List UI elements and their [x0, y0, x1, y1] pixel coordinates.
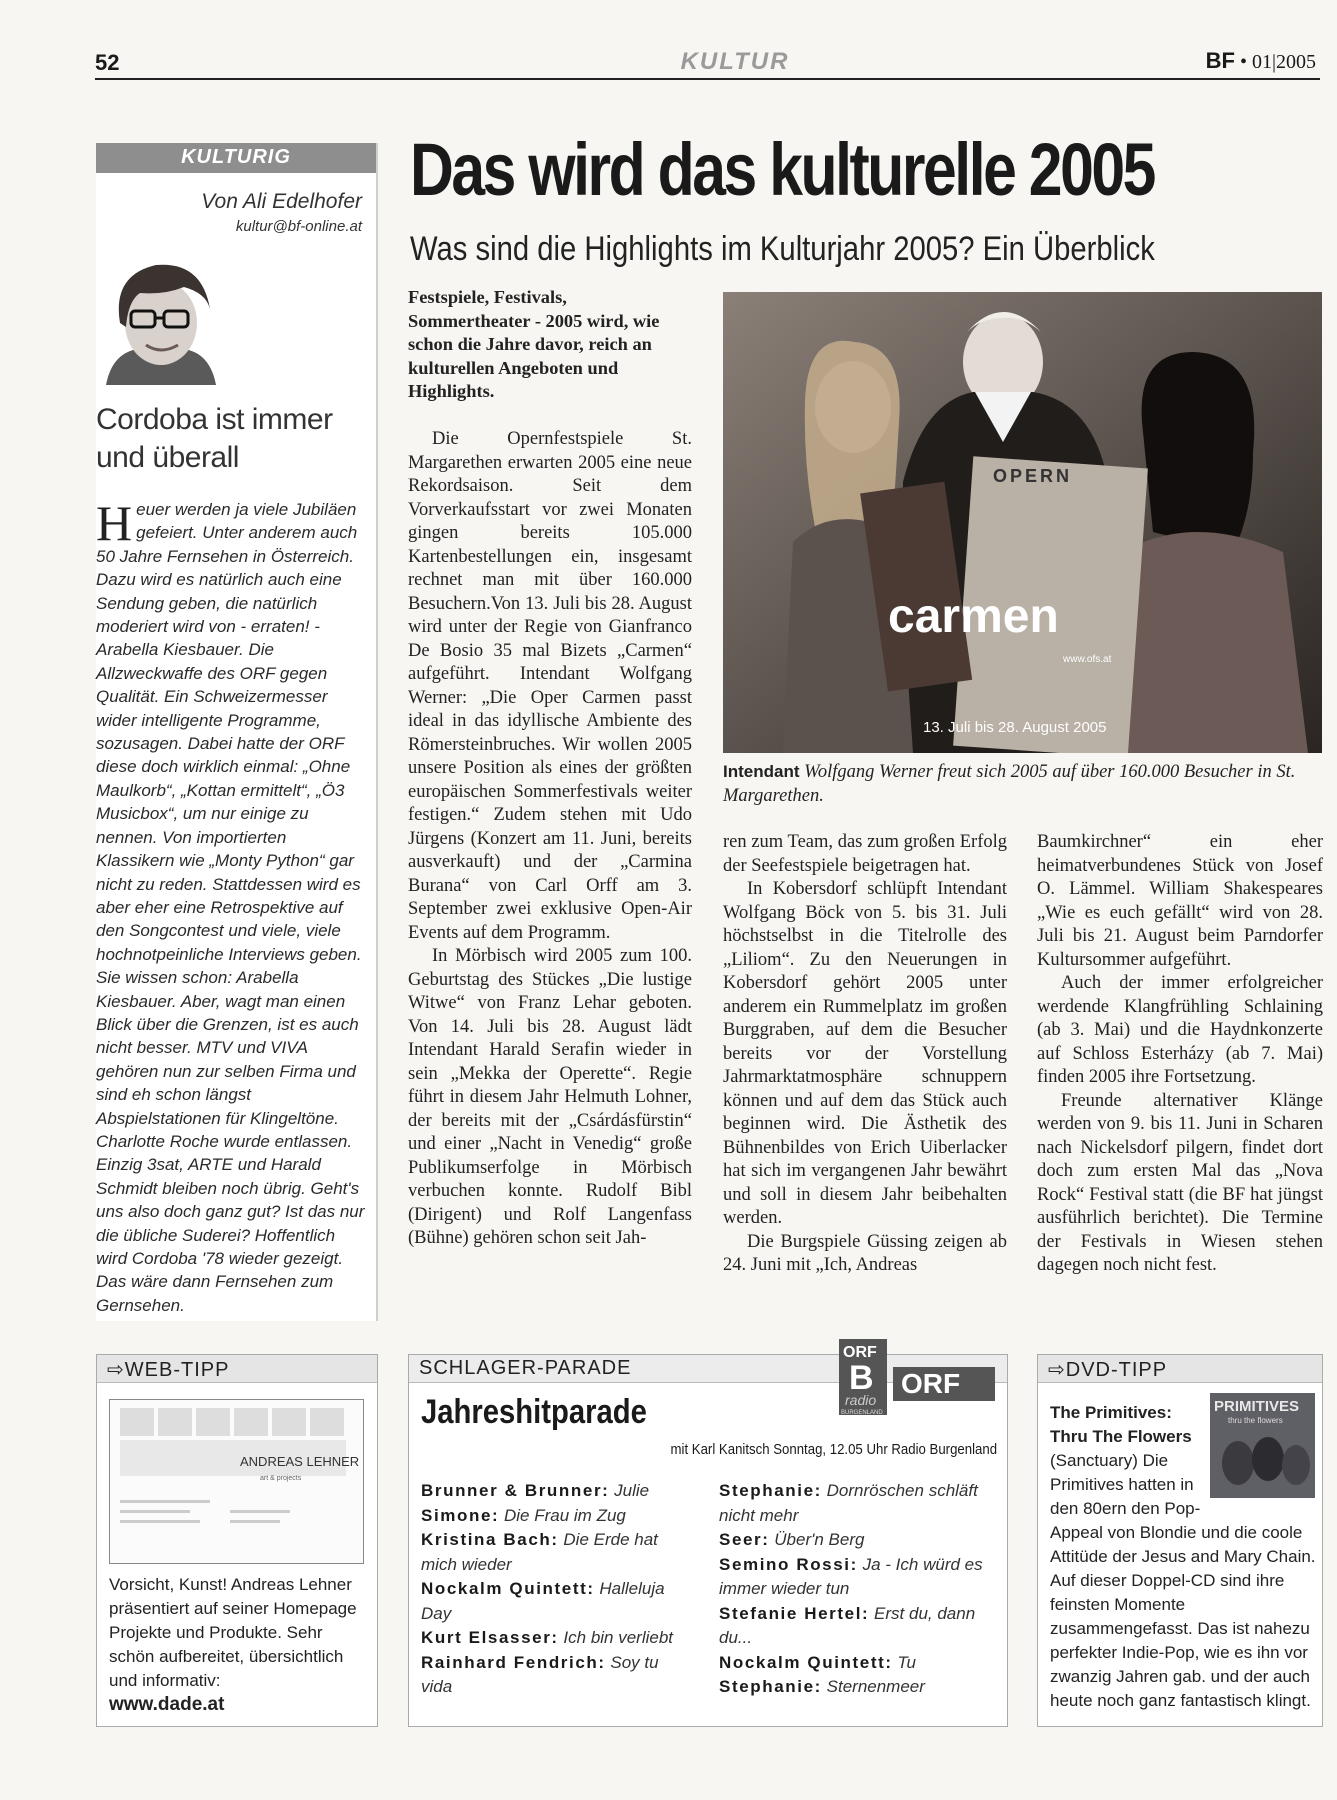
issue-number: 01|2005: [1251, 51, 1316, 73]
article-column-1: [408, 428, 692, 1251]
article-photo: [723, 292, 1322, 753]
orf-logo-b: B: [849, 1359, 874, 1397]
list-item: Semino Rossi: Ja - Ich würd es immer wieder tun: [719, 1554, 983, 1598]
list-item: Kristina Bach: Die Erde hat mich wieder: [421, 1530, 658, 1574]
column-label: KULTURIG: [96, 143, 376, 173]
photo-caption: [723, 760, 1323, 808]
paragraph: In Kobersdorf schlüpft Intendant Wolfgang Böck von 5. bis 31. Juli höchstselbst in die Titelrolle des „Liliom“. Zu den Neuerungen in Kobersdorf gehört 2005 unter anderem ein Rummelplatz im großen Burggraben, auf dem die Besucher bereits vor der Vorstellung Jahrmarktatmosphäre schnuppern können und auf dem das Stück auch beginnen wird. Die Ästhetik des Bühnenbildes von Erich Uiberlacker hat sich im vergangenen Jahr bewährt und soll in diesem Jahr beibehalten werden.: [723, 879, 1007, 1228]
list-item: Nockalm Quintett: Halleluja Day: [421, 1579, 665, 1623]
page-header: [95, 44, 1320, 80]
article-column-3: [1037, 831, 1323, 1278]
column-headline: Cordoba ist immer und überall: [96, 403, 333, 474]
article-title: Das wird das kulturelle 2005: [410, 128, 1154, 211]
paragraph: Baumkirchner“ ein eher heimatverbundenes Stück von Josef O. Lämmel. William Shakespeares „Wie es euch gefällt“ wird von 28. Juli bis 21. August beim Parndorfer Kultursommer aufgeführt.: [1037, 832, 1323, 970]
website-logo-sub: art & projects: [260, 1475, 302, 1482]
paragraph: Freunde alternativer Klänge werden von 9. bis 11. Juni in Scharen nach Nickelsdorf pilgern, findet dort doch zum ersten Mal das „Nova Rock“ Festival statt (die BF hat jüngst ausführlich berichtet). Die Termine der Festivals in Wiesen stehen dagegen noch nicht fest.: [1037, 1090, 1323, 1275]
poster-url-text: www.ofs.at: [1063, 654, 1112, 665]
list-item: Nockalm Quintett: Tu: [719, 1652, 916, 1672]
web-tipp-header: ⇨WEB-TIPP: [97, 1355, 377, 1383]
column-body: euer werden ja viele Jubiläen gefeiert. Unter anderem auch 50 Jahre Fernsehen in Österreich. Dazu wird es natürlich auch eine Sendung geben, die natürlich moderiert wird von - erraten! - Arabella Kiesbauer. Die Allzweckwaffe des ORF gegen Qualität. Ein Schweizermesser wider intelligente Programme, sozusagen. Dabei hatte der ORF diese doch wirklich einmal: „Ohne Maulkorb“, „Kottan ermittelt“, „Ö3 Musicbox“, um nur einige zu nennen. Von importierten Klassikern wie „Monty Python“ gar nicht zu reden. Stattdessen wird es aber eher eine Retrospektive auf den Songcontest und viele, viele hochnotpeinliche Interviews geben. Sie wissen schon: Arabella Kiesbauer. Aber, wagt man einen Blick über die Grenzen, ist es auch nicht besser. MTV und VIVA gehören nun zur selben Firma und sind eh schon längst Abspielstationen für Klingeltöne. Charlotte Roche wurde entlassen. Einzig 3sat, ARTE und Harald Schmidt bleiben noch übrig. Geht's uns also doch ganz gut? Ist das nur die übliche Suderei? Hoffentlich wird Cordoba '78 wieder gezeigt. Das wäre dann Fernsehen zum Gernsehen.: [96, 500, 365, 1315]
dvd-tipp-text: [1050, 1401, 1316, 1713]
list-item: Stephanie: Sternenmeer: [719, 1677, 925, 1696]
drop-cap: H: [96, 495, 133, 551]
orf-logo-region: BURGENLAND: [841, 1410, 883, 1416]
dvd-title: The Primitives: Thru The Flowers: [1050, 1403, 1192, 1446]
poster-dates-text: 13. Juli bis 28. August 2005: [923, 719, 1107, 736]
paragraph: In Mörbisch wird 2005 zum 100. Geburtstag des Stückes „Die lustige Witwe“ von Franz Lehar geboten. Von 14. Juli bis 28. August lädt Intendant Harald Serafin wieder in sein „Mekka der Operette“. Regie führt in diesem Jahr Helmuth Lohner, der bereits mit der „Csárdásfürstin“ und einer „Nacht in Venedig“ große Publikumserfolge in Mörbisch verbuchen konnte. Rudolf Bibl (Dirigent) und Rolf Langenfass (Bühne) gehören schon seit Jah-: [408, 946, 692, 1248]
website-logo-text: ANDREAS LEHNER: [240, 1454, 360, 1469]
article-lead: Festspiele, Festivals, Sommertheater - 2005 wird, wie schon die Jahre davor, reich an kulturellen Angeboten und Highlights.: [408, 287, 660, 401]
web-tipp-url[interactable]: www.dade.at: [109, 1694, 225, 1715]
web-tipp-box: [96, 1354, 378, 1727]
dvd-tipp-box: [1037, 1354, 1323, 1727]
list-item: Brunner & Brunner: Julie: [421, 1481, 650, 1500]
caption-bold: Intendant: [723, 762, 800, 781]
caption-text: Wolfgang Werner freut sich 2005 auf über 160.000 Besucher in St. Margarethen.: [723, 762, 1296, 806]
poster-title-text: carmen: [888, 590, 1059, 643]
page-number: 52: [95, 50, 120, 75]
author-photo: [98, 253, 224, 385]
list-item: Simone: Die Frau im Zug: [421, 1505, 626, 1525]
web-tipp-label: WEB-TIPP: [124, 1359, 230, 1381]
dvd-tipp-header: ⇨DVD-TIPP: [1038, 1355, 1322, 1383]
orf-logo-top: ORF: [843, 1344, 877, 1361]
article-subtitle: Was sind die Highlights im Kulturjahr 2005? Ein Überblick: [410, 230, 1155, 268]
list-item: Seer: Über'n Berg: [719, 1530, 865, 1549]
hitparade-list-left: [421, 1479, 691, 1700]
article-column-2: [723, 831, 1007, 1278]
author-info: [201, 190, 362, 235]
kulturig-column: [96, 143, 378, 1321]
schlager-parade-box: [408, 1344, 1008, 1727]
dvd-tipp-label: DVD-TIPP: [1065, 1359, 1168, 1381]
hitparade-moderation: mit Karl Kanitsch Sonntag, 12.05 Uhr Radio Burgenland: [670, 1441, 997, 1458]
section-title: KULTUR: [680, 48, 790, 75]
list-item: Stephanie: Dornröschen schläft nicht mehr: [719, 1481, 978, 1525]
web-tipp-body: Vorsicht, Kunst! Andreas Lehner präsentiert auf seiner Homepage Projekte und Produkte. Sehr schön aufbereitet, übersichtlich und informativ:: [109, 1575, 357, 1690]
orf-logo-right: ORF: [901, 1368, 961, 1399]
hitparade-list-right: [719, 1479, 989, 1700]
poster-header-text: OPERN: [993, 466, 1073, 486]
paragraph: ren zum Team, das zum großen Erfolg der Seefestspiele beigetragen hat.: [723, 832, 1007, 876]
list-item: Rainhard Fendrich: Soy tu vida: [421, 1652, 659, 1696]
list-item: Stefanie Hertel: Erst du, dann du...: [719, 1603, 976, 1647]
cover-title: PRIMITIVES: [1214, 1398, 1300, 1415]
list-item: Kurt Elsasser: Ich bin verliebt: [421, 1628, 674, 1647]
paragraph: Auch der immer erfolgreicher werdende Klangfrühling Schlaining (ab 3. Mai) und die Haydnkonzerte auf Schloss Esterházy (ab 7. Mai) finden 2005 ihre Fortsetzung.: [1037, 973, 1323, 1087]
author-email: kultur@bf-online.at: [235, 218, 362, 235]
orf-radio-logo: [839, 1337, 999, 1417]
website-screenshot: [109, 1399, 364, 1564]
paragraph: Die Burgspiele Güssing zeigen ab 24. Juni mit „Ich, Andreas: [723, 1231, 1007, 1275]
brand-logo: BF: [1205, 48, 1235, 73]
author-name: Von Ali Edelhofer: [201, 190, 362, 213]
column-text: [96, 495, 368, 1317]
photo-illustration: [723, 292, 1322, 753]
hitparade-label: SCHLAGER-PARADE: [409, 1355, 1007, 1383]
website-preview-icon: [110, 1400, 363, 1563]
web-tipp-text: [109, 1573, 369, 1717]
hitparade-title: Jahreshitparade: [421, 1393, 647, 1431]
orf-logo-radio: radio: [845, 1392, 877, 1408]
cover-subtitle: thru the flowers: [1228, 1416, 1283, 1425]
paragraph: Die Opernfestspiele St. Margarethen erwarten 2005 eine neue Rekordsaison. Seit dem Vorverkaufsstart vor zwei Monaten gingen bereits 105.000 Kartenbestellungen ein, insgesamt rechnet man mit über 160.000 Besuchern.Von 13. Juli bis 28. August wird unter der Regie von Gianfranco De Bosio 35 mal Bizets „Carmen“ aufgeführt. Intendant Wolfgang Werner: „Die Oper Carmen passt ideal in das idyllische Ambiente des Römersteinbruches. Wir wollen 2005 unsere Position als eines der größten europäischen Sommerfestivals weiter festigen.“ Zudem stehen mit Udo Jürgens (Konzert am 11. Juni, bereits ausverkauft) und der „Carmina Burana“ von Carl Orff am 3. September zwei exklusive Open-Air Events auf dem Programm.: [408, 429, 692, 943]
dvd-review: (Sanctuary) Die Primitives hatten in den 80ern den Pop-Appeal von Blondie und die coole Attitüde der Jesus and Mary Chain. Auf dieser Doppel-CD sind ihre feinsten Momente zusammengefasst. Das ist nahezu perfekter Indie-Pop, wie es ihn vor zwanzig Jahren gab. und der auch heute noch ganz fantastisch klingt.: [1050, 1451, 1316, 1710]
issue-info: BF • 01|2005: [1205, 48, 1316, 73]
